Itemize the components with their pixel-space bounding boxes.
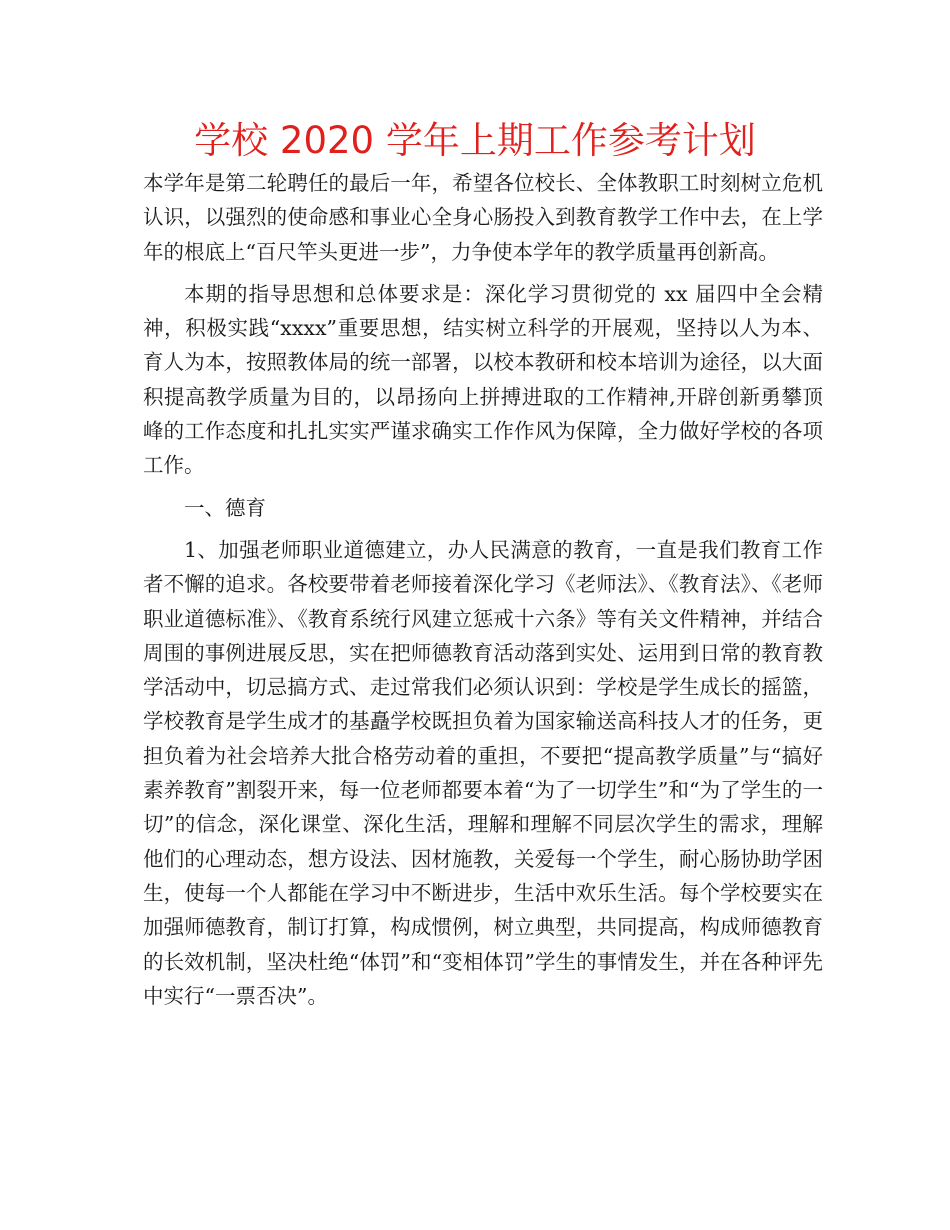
paragraph-guiding-thought: 本期的指导思想和总体要求是：深化学习贯彻党的 xx 届四中全会精神，积极实践“xxxx”重要思想，结实树立科学的开展观，坚持以人为本、育人为本，按照教体局的统一部署，以校本教研和校本培训为途径，以大面积提高教学质量为目的，以昂扬向上拼搏进取的工作精神,开辟创新勇攀顶峰的工作态度和扎扎实实严谨求确实工作作风为保障，全力做好学校的各项工作。	[143, 281, 823, 478]
paragraph-intro: 本学年是第二轮聘任的最后一年，希望各位校长、全体教职工时刻树立危机认识，以强烈的使命感和事业心全身心肠投入到教育教学工作中去，在上学年的根底上“百尺竿头更进一步”，力争使本学年的教学质量再创新高。	[143, 171, 823, 264]
document-body	[143, 166, 823, 1021]
section-heading-moral-education: 一、德育	[184, 495, 266, 520]
document-title: 学校 2020 学年上期工作参考计划	[194, 119, 756, 162]
paragraph-teacher-ethics: 1、加强老师职业道德建立，办人民满意的教育，一直是我们教育工作者不懈的追求。各校要带着老师接着深化学习《老师法》、《教育法》、《老师职业道德标准》、《教育系统行风建立惩戒十六条》等有关文件精神，并结合周围的事例进展反思，实在把师德教育活动落到实处、运用到日常的教育教学活动中，切忌搞方式、走过常我们必须认识到：学校是学生成长的摇篮，学校教育是学生成才的基矗学校既担负着为国家输送高科技人才的任务，更担负着为社会培养大批合格劳动着的重担，不要把“提高教学质量”与“搞好素养教育”割裂开来，每一位老师都要本着“为了一切学生”和“为了学生的一切”的信念，深化课堂、深化生活，理解和理解不同层次学生的需求，理解他们的心理动态，想方设法、因材施教，关爱每一个学生，耐心肠协助学困生，使每一个人都能在学习中不断进步，生活中欢乐生活。每个学校要实在加强师德教育，制订打算，构成惯例，树立典型，共同提高，构成师德教育的长效机制，坚决杜绝“体罚”和“变相体罚”学生的事情发生，并在各种评先中实行“一票否决”。	[143, 537, 823, 1008]
